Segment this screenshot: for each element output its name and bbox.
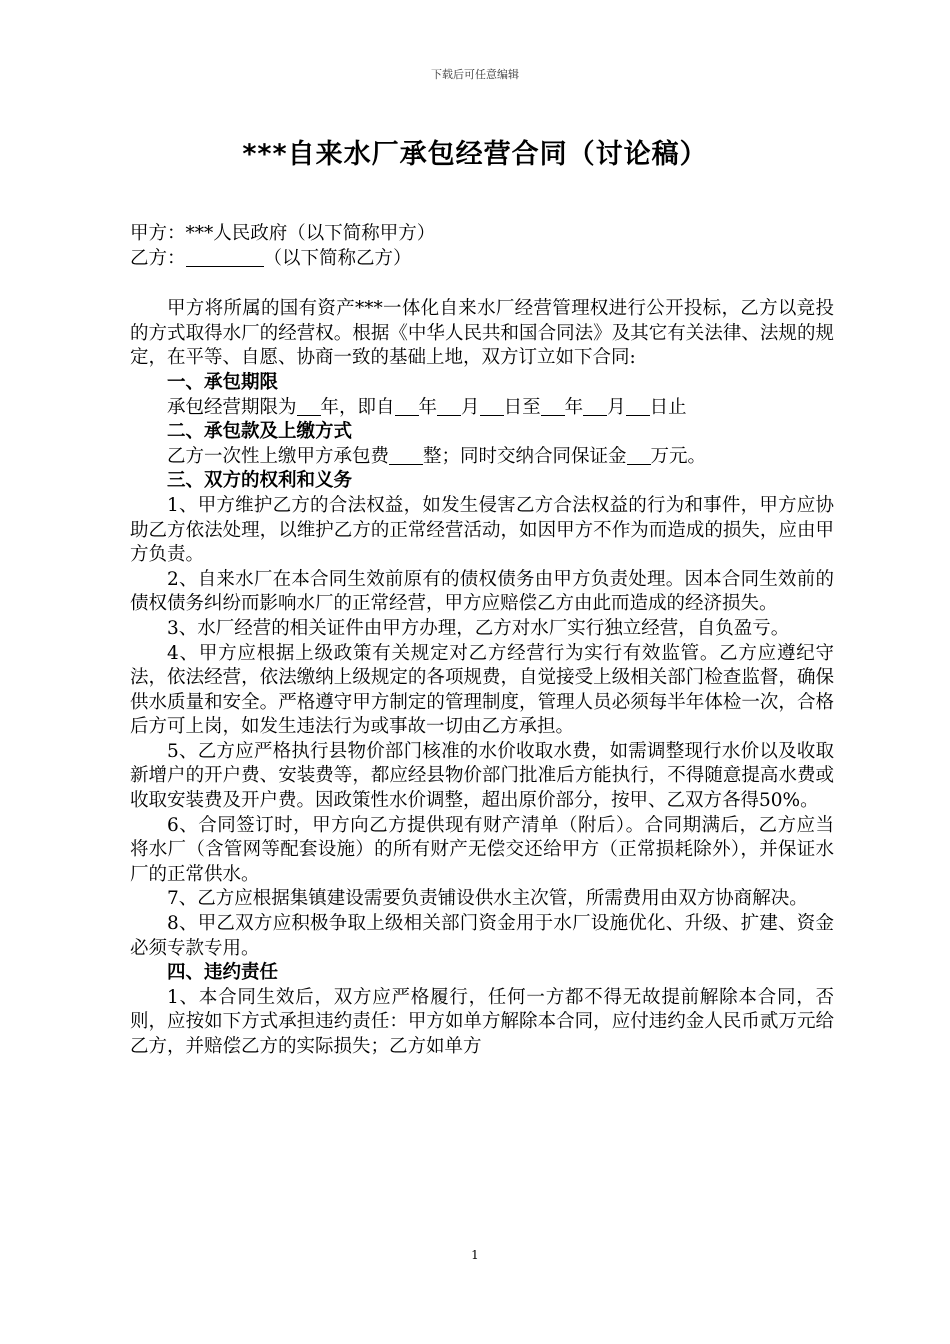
party-a-line: 甲方：***人民政府（以下简称甲方） [130, 223, 436, 244]
party-b-suffix: （以下简称乙方） [263, 247, 412, 269]
section-3-item: 7、乙方应根据集镇建设需要负责铺设供水主次管，所需费用由双方协商解决。 [167, 888, 808, 910]
term-text: 年 [564, 396, 584, 418]
payment-text: 万元。 [650, 445, 707, 467]
section-3-item: 8、甲乙双方应积极争取上级相关部门资金用于水厂设施优化、升级、扩建、资金必须专款专用。 [130, 913, 834, 959]
term-text: 年，即自 [320, 396, 395, 418]
fee-blank [389, 446, 423, 465]
party-b-line [130, 247, 834, 272]
section-4-item: 1、本合同生效后，双方应严格履行，任何一方都不得无故提前解除本合同，否则，应按如下方式承担违约责任：甲方如单方解除本合同，应付违约金人民币贰万元给乙方，并赔偿乙方的实际损失；乙方如单方 [130, 986, 834, 1057]
start-day-blank [480, 397, 504, 416]
deposit-blank [627, 446, 651, 465]
intro-paragraph: 甲方将所属的国有资产***一体化自来水厂经营管理权进行公开投标，乙方以竞投的方式取得水厂的经营权。根据《中华人民共和国合同法》及其它有关法律、法规的规定，在平等、自愿、协商一致的基础上地，双方订立如下合同: [130, 298, 834, 369]
section-3-item: 5、乙方应严格执行县物价部门核准的水价收取水费，如需调整现行水价以及收取新增户的开户费、安装费等，都应经县物价部门批准后方能执行，不得随意提高水费或收取安装费及开户费。因政策性水价调整，超出原价部分，按甲、乙双方各得50%。 [130, 740, 834, 812]
section-3-item: 2、自来水厂在本合同生效前原有的债权债务由甲方负责处理。因本合同生效前的债权债务纠纷而影响水厂的正常经营，甲方应赔偿乙方由此而造成的经济损失。 [130, 568, 834, 615]
section-2-heading: 二、承包款及上缴方式 [167, 421, 353, 443]
end-year-blank [541, 397, 565, 416]
section-4-heading: 四、违约责任 [167, 962, 279, 984]
page-title: ***自来水厂承包经营合同（讨论稿） [242, 139, 708, 170]
section-1-heading: 一、承包期限 [167, 371, 279, 393]
term-text: 年 [418, 396, 438, 418]
section-3-item: 3、水厂经营的相关证件由甲方办理，乙方对水厂实行独立经营，自负盈亏。 [167, 617, 790, 639]
section-2-text [130, 445, 834, 470]
party-b-prefix: 乙方： [130, 247, 186, 269]
term-text: 日至 [503, 396, 541, 418]
term-text: 承包经营期限为 [167, 396, 297, 418]
payment-text: 乙方一次性上缴甲方承包费 [167, 445, 390, 467]
term-years-blank [297, 397, 321, 416]
term-text: 月 [461, 396, 480, 418]
document-body [130, 222, 834, 1060]
section-3-heading: 三、双方的权利和义务 [167, 470, 353, 492]
page-header: 下载后可任意编辑 [431, 68, 519, 81]
section-3-item: 4、甲方应根据上级政策有关规定对乙方经营行为实行有效监管。乙方应遵纪守法，依法经营，依法缴纳上级规定的各项规费，自觉接受上级相关部门检查监督，确保供水质量和安全。严格遵守甲方制定的管理制度，管理人员必须每半年体检一次，合格后方可上岗，如发生违法行为或事故一切由乙方承担。 [130, 642, 834, 738]
section-3-item: 1、甲方维护乙方的合法权益，如发生侵害乙方合法权益的行为和事件，甲方应协助乙方依法处理，以维护乙方的正常经营活动，如因甲方不作为而造成的损失，应由甲方负责。 [130, 494, 834, 566]
page-number: 1 [471, 1248, 479, 1262]
term-text: 月 [607, 396, 626, 418]
payment-text: 整；同时交纳合同保证金 [423, 445, 627, 467]
party-b-name-blank [186, 248, 264, 267]
term-text: 日止 [649, 396, 687, 418]
end-month-blank [583, 397, 607, 416]
start-year-blank [395, 397, 419, 416]
spacer [130, 271, 834, 297]
start-month-blank [437, 397, 461, 416]
section-3-item: 6、合同签订时，甲方向乙方提供现有财产清单（附后）。合同期满后，乙方应当将水厂（含管网等配套设施）的所有财产无偿交还给甲方（正常损耗除外），并保证水厂的正常供水。 [130, 814, 834, 885]
section-1-text [130, 396, 834, 421]
end-day-blank [626, 397, 650, 416]
